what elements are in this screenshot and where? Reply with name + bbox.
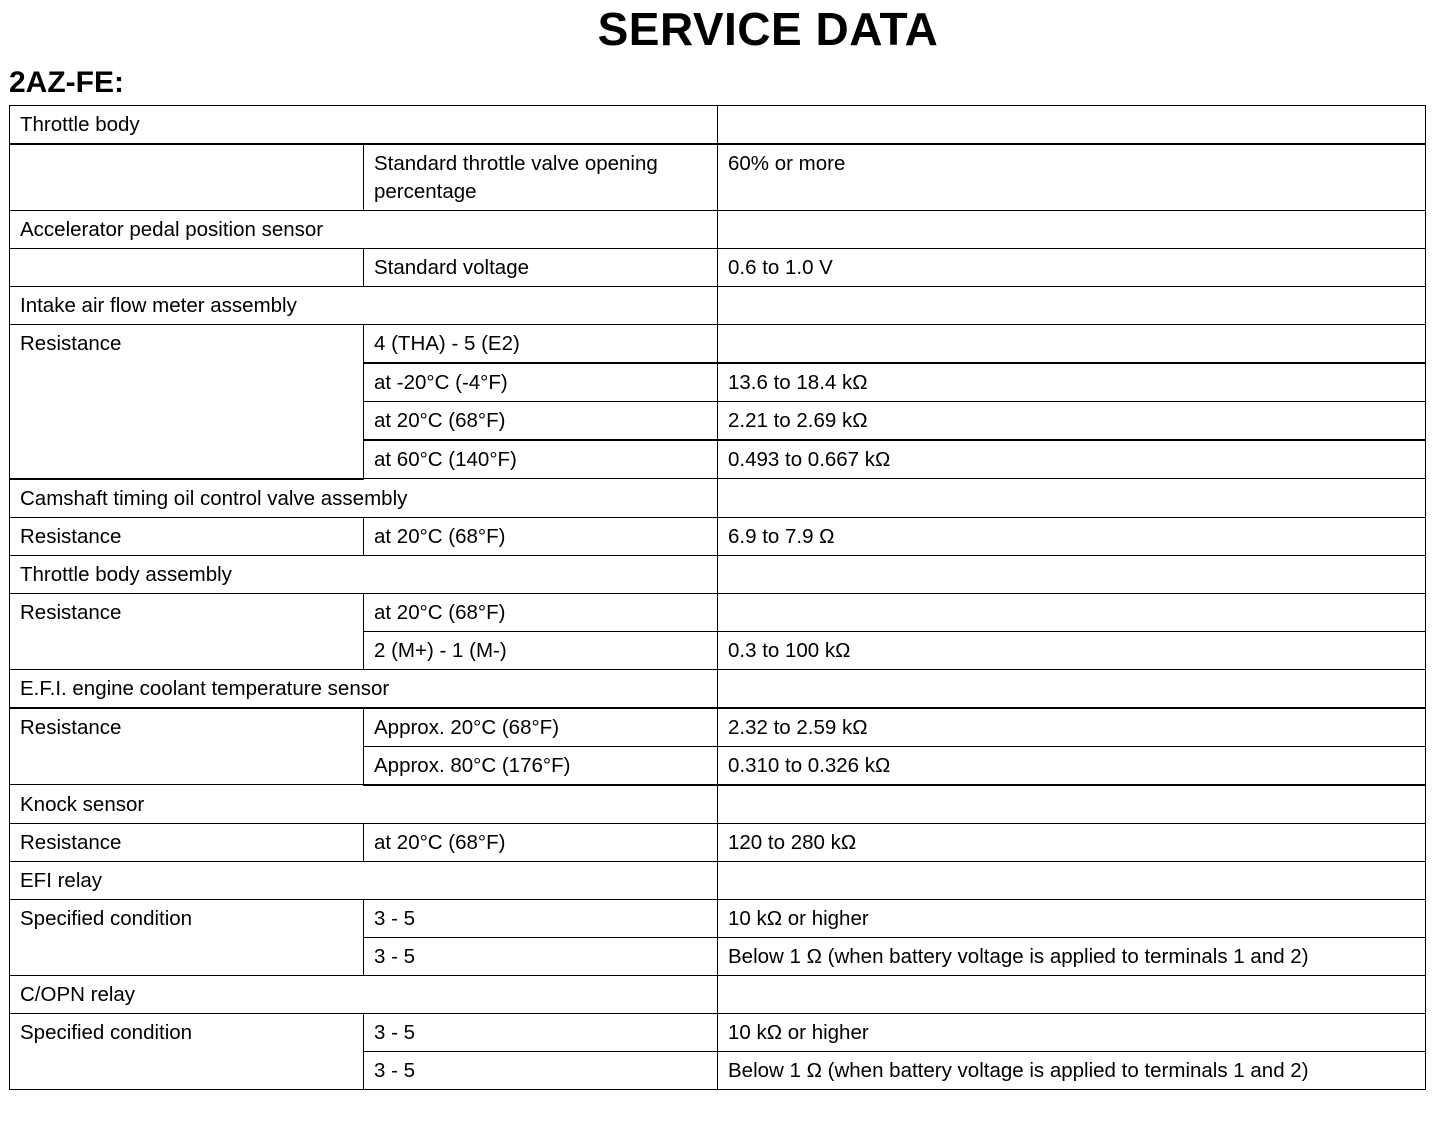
- engine-model-heading: 2AZ-FE:: [9, 66, 124, 99]
- spec-value-cell: 60% or more: [718, 144, 1426, 211]
- table-row: [10, 593, 1426, 631]
- spec-value-cell: 6.9 to 7.9 Ω: [718, 517, 1426, 555]
- component-cell: E.F.I. engine coolant temperature sensor: [10, 669, 718, 708]
- spec-value-cell: Below 1 Ω (when battery voltage is applied to terminals 1 and 2): [718, 937, 1426, 975]
- table-row: [10, 211, 1426, 249]
- spec-value-cell: 0.493 to 0.667 kΩ: [718, 440, 1426, 479]
- component-cell: Intake air flow meter assembly: [10, 287, 718, 325]
- component-cell: Accelerator pedal position sensor: [10, 211, 718, 249]
- parameter-cell: Resistance: [10, 325, 364, 479]
- condition-cell: 2 (M+) - 1 (M-): [364, 631, 718, 669]
- component-cell: Camshaft timing oil control valve assembly: [10, 479, 718, 518]
- condition-cell: 3 - 5: [364, 899, 718, 937]
- condition-cell: at 20°C (68°F): [364, 823, 718, 861]
- condition-cell: Approx. 20°C (68°F): [364, 708, 718, 747]
- table-row: [10, 1013, 1426, 1051]
- spec-value-cell: 0.6 to 1.0 V: [718, 249, 1426, 287]
- table-row: [10, 899, 1426, 937]
- condition-cell: 3 - 5: [364, 937, 718, 975]
- table-row: [10, 325, 1426, 364]
- spec-value-cell: 13.6 to 18.4 kΩ: [718, 363, 1426, 402]
- table-row: [10, 249, 1426, 287]
- component-cell: C/OPN relay: [10, 975, 718, 1013]
- table-row: [10, 823, 1426, 861]
- condition-cell: at -20°C (-4°F): [364, 363, 718, 402]
- condition-cell: 4 (THA) - 5 (E2): [364, 325, 718, 364]
- condition-cell: Standard throttle valve opening percentage: [364, 144, 718, 211]
- component-cell: Throttle body assembly: [10, 555, 718, 593]
- component-cell: EFI relay: [10, 861, 718, 899]
- spec-value-cell: [718, 785, 1426, 824]
- parameter-cell: [10, 249, 364, 287]
- spec-value-cell: [718, 287, 1426, 325]
- spec-value-cell: 10 kΩ or higher: [718, 899, 1426, 937]
- condition-cell: 3 - 5: [364, 1051, 718, 1089]
- table-row: [10, 517, 1426, 555]
- table-row: [10, 669, 1426, 708]
- spec-value-cell: 2.21 to 2.69 kΩ: [718, 402, 1426, 441]
- spec-value-cell: 2.32 to 2.59 kΩ: [718, 708, 1426, 747]
- condition-cell: Standard voltage: [364, 249, 718, 287]
- parameter-cell: Specified condition: [10, 1013, 364, 1089]
- spec-value-cell: [718, 669, 1426, 708]
- service-data-table: [9, 105, 1426, 1090]
- parameter-cell: Resistance: [10, 708, 364, 785]
- table-row: [10, 144, 1426, 211]
- spec-value-cell: [718, 325, 1426, 364]
- table-row: [10, 287, 1426, 325]
- parameter-cell: Resistance: [10, 517, 364, 555]
- component-cell: Knock sensor: [10, 785, 718, 824]
- spec-value-cell: [718, 211, 1426, 249]
- table-row: [10, 975, 1426, 1013]
- spec-value-cell: Below 1 Ω (when battery voltage is applied to terminals 1 and 2): [718, 1051, 1426, 1089]
- condition-cell: at 20°C (68°F): [364, 517, 718, 555]
- table-row: [10, 708, 1426, 747]
- spec-value-cell: [718, 106, 1426, 145]
- spec-value-cell: [718, 479, 1426, 518]
- spec-value-cell: 10 kΩ or higher: [718, 1013, 1426, 1051]
- condition-cell: 3 - 5: [364, 1013, 718, 1051]
- component-cell: Throttle body: [10, 106, 718, 145]
- parameter-cell: Resistance: [10, 823, 364, 861]
- table-row: [10, 861, 1426, 899]
- condition-cell: at 20°C (68°F): [364, 402, 718, 441]
- condition-cell: at 60°C (140°F): [364, 440, 718, 479]
- parameter-cell: Resistance: [10, 593, 364, 669]
- spec-value-cell: [718, 555, 1426, 593]
- condition-cell: Approx. 80°C (176°F): [364, 746, 718, 785]
- spec-value-cell: 0.3 to 100 kΩ: [718, 631, 1426, 669]
- parameter-cell: Specified condition: [10, 899, 364, 975]
- table-row: [10, 785, 1426, 824]
- page-title: SERVICE DATA: [597, 3, 939, 55]
- spec-value-cell: [718, 975, 1426, 1013]
- condition-cell: at 20°C (68°F): [364, 593, 718, 631]
- parameter-cell: [10, 144, 364, 211]
- spec-value-cell: 120 to 280 kΩ: [718, 823, 1426, 861]
- table-row: [10, 555, 1426, 593]
- spec-value-cell: [718, 593, 1426, 631]
- table-row: [10, 479, 1426, 518]
- table-row: [10, 106, 1426, 145]
- spec-value-cell: [718, 861, 1426, 899]
- spec-value-cell: 0.310 to 0.326 kΩ: [718, 746, 1426, 785]
